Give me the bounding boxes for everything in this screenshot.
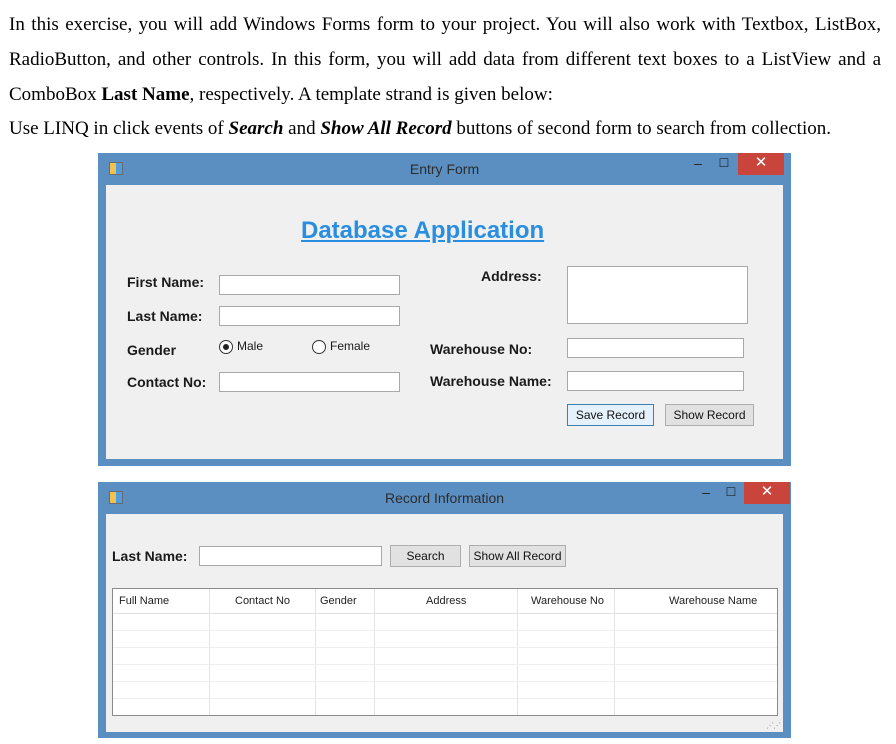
record-form-window <box>98 482 791 738</box>
record-form-titlebar <box>98 482 791 512</box>
intro-text-end: , respectively. A template strand is given below: <box>189 84 553 105</box>
records-listview[interactable] <box>112 588 778 716</box>
maximize-icon[interactable]: ☐ <box>725 485 737 499</box>
entry-form-client <box>106 185 783 459</box>
female-radio[interactable] <box>312 340 326 354</box>
search-last-name-label: Last Name: <box>112 548 188 564</box>
linq-text-start: Use LINQ in click events of <box>9 118 229 139</box>
female-label: Female <box>330 339 371 353</box>
row-divider <box>113 664 777 665</box>
column-header-address[interactable]: Address <box>426 595 467 607</box>
column-divider <box>517 589 518 715</box>
linq-search-word: Search <box>228 118 284 139</box>
column-divider <box>374 589 375 715</box>
maximize-icon[interactable]: ☐ <box>718 156 730 170</box>
last-name-input[interactable] <box>219 306 400 326</box>
column-header-contact-no[interactable]: Contact No <box>235 595 291 607</box>
address-label: Address: <box>481 268 542 284</box>
warehouse-name-label: Warehouse Name: <box>430 373 552 389</box>
column-header-warehouse-name[interactable]: Warehouse Name <box>669 595 758 607</box>
warehouse-no-label: Warehouse No: <box>430 341 533 357</box>
linq-and: and <box>283 118 321 139</box>
search-last-name-input[interactable] <box>199 546 382 566</box>
linq-paragraph <box>9 111 881 146</box>
row-divider <box>113 630 777 631</box>
entry-form-window <box>98 153 791 466</box>
column-divider <box>614 589 615 715</box>
gender-label: Gender <box>127 342 177 358</box>
intro-bold-last-name: Last Name <box>101 84 190 105</box>
record-form-title: Record Information <box>384 490 505 506</box>
save-record-button[interactable]: Save Record <box>567 404 654 426</box>
record-form-client <box>106 514 783 732</box>
intro-paragraph <box>9 7 881 112</box>
search-button[interactable]: Search <box>390 545 461 567</box>
column-divider <box>315 589 316 715</box>
show-record-button[interactable]: Show Record <box>665 404 754 426</box>
last-name-label: Last Name: <box>127 308 203 324</box>
intro-text: In this exercise, you will add Windows Forms form to your project. You will also work with Textbox, ListBox, RadioButton, and other controls. In this form, you will add data from different text boxes to a ListView and a ComboBox <box>9 14 881 105</box>
linq-text-end: buttons of second form to search from collection. <box>451 118 831 139</box>
first-name-input[interactable] <box>219 275 400 295</box>
contact-input[interactable] <box>219 372 400 392</box>
close-icon[interactable]: ✕ <box>738 153 784 175</box>
column-header-full-name[interactable]: Full Name <box>119 595 170 607</box>
row-divider <box>113 698 777 699</box>
linq-show-all-word: Show All Record <box>320 118 452 139</box>
show-all-record-button[interactable]: Show All Record <box>469 545 566 567</box>
entry-form-titlebar <box>98 153 791 183</box>
column-header-gender[interactable]: Gender <box>320 595 357 607</box>
male-label: Male <box>237 339 264 353</box>
resize-grip-icon[interactable]: ⋰⋰ <box>766 721 780 730</box>
row-divider <box>113 647 777 648</box>
male-radio[interactable] <box>219 340 233 354</box>
close-icon[interactable]: ✕ <box>744 482 790 504</box>
form-heading: Database Application <box>301 217 545 244</box>
warehouse-no-input[interactable] <box>567 338 744 358</box>
address-input[interactable] <box>567 266 748 324</box>
minimize-icon[interactable]: – <box>702 484 710 500</box>
column-header-warehouse-no[interactable]: Warehouse No <box>531 595 604 607</box>
warehouse-name-input[interactable] <box>567 371 744 391</box>
minimize-icon[interactable]: – <box>694 155 702 171</box>
row-divider <box>113 681 777 682</box>
contact-label: Contact No: <box>127 374 207 390</box>
first-name-label: First Name: <box>127 274 205 290</box>
listview-header <box>113 589 777 614</box>
entry-form-title: Entry Form <box>409 161 480 177</box>
column-divider <box>209 589 210 715</box>
